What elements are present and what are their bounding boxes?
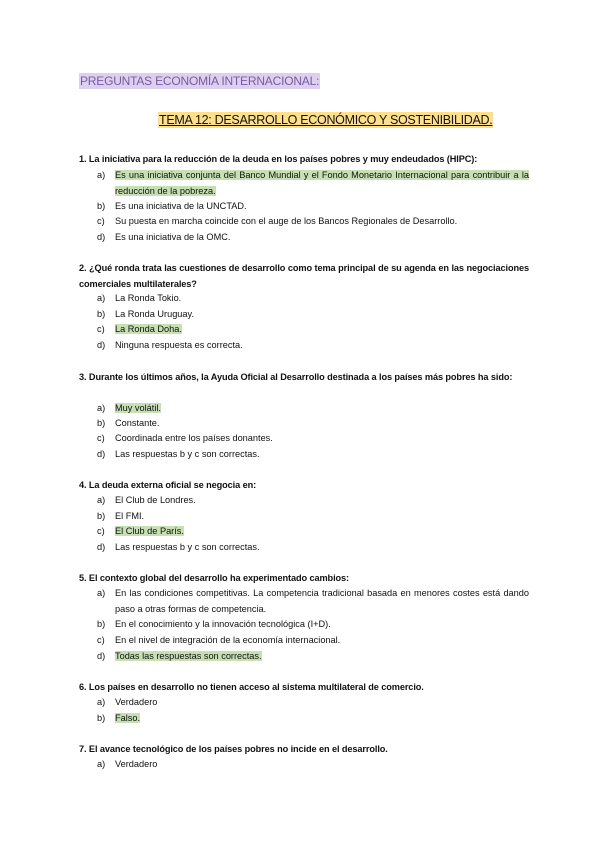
option-letter: d) [97, 232, 106, 242]
question-5: 5. El contexto global del desarrollo ha experimentado cambios: [79, 573, 350, 583]
option-text: Constante. [115, 418, 160, 428]
option-letter: a) [97, 170, 106, 180]
option-text-correct: Todas las respuestas son correctas. [115, 651, 262, 661]
option-text: Verdadero [115, 697, 158, 707]
question-7: 7. El avance tecnológico de los países pobres no incide en el desarrollo. [79, 744, 388, 754]
option-text: El Club de Londres. [115, 495, 196, 505]
option-text-correct: Falso. [115, 713, 141, 723]
question-6: 6. Los países en desarrollo no tienen acceso al sistema multilateral de comercio. [79, 682, 424, 692]
question-4: 4. La deuda externa oficial se negocia en: [79, 480, 257, 490]
option-text: Coordinada entre los países donantes. [115, 433, 273, 443]
option-letter: d) [97, 340, 106, 350]
option-text: Su puesta en marcha coincide con el auge de los Bancos Regionales de Desarrollo. [115, 216, 458, 226]
option-letter: a) [97, 293, 106, 303]
option-text: Verdadero [115, 759, 158, 769]
option-text: En el conocimiento y la innovación tecnológica (I+D). [115, 619, 331, 629]
option-text: El FMI. [115, 511, 145, 521]
option-letter: c) [97, 324, 105, 334]
document-header: PREGUNTAS ECONOMÍA INTERNACIONAL: [80, 74, 320, 88]
option-letter: b) [97, 201, 106, 211]
option-text: En las condiciones competitivas. La competencia tradicional basada en menores costes está dando paso a otras formas de competencia. [115, 588, 529, 614]
option-letter: c) [97, 635, 105, 645]
option-letter: b) [97, 619, 106, 629]
option-text: En el nivel de integración de la economía internacional. [115, 635, 341, 645]
option-text-correct: La Ronda Doha. [115, 324, 182, 334]
option-letter: b) [97, 713, 106, 723]
question-2: 2. ¿Qué ronda trata las cuestiones de desarrollo como tema principal de su agenda en las negociaciones comerciales multilaterales? [79, 263, 529, 289]
option-letter: c) [97, 433, 105, 443]
option-letter: c) [97, 526, 105, 536]
option-letter: b) [97, 418, 106, 428]
option-letter: a) [97, 588, 106, 598]
option-text: Las respuestas b y c son correctas. [115, 449, 260, 459]
option-letter: d) [97, 651, 106, 661]
option-text: Es una iniciativa de la UNCTAD. [115, 201, 247, 211]
option-letter: a) [97, 697, 106, 707]
question-1: 1. La iniciativa para la reducción de la deuda en los países pobres y muy endeudados (HIPC): [79, 154, 478, 164]
option-letter: a) [97, 403, 106, 413]
option-letter: a) [97, 495, 106, 505]
option-text: Ninguna respuesta es correcta. [115, 340, 243, 350]
topic-title: TEMA 12: DESARROLLO ECONÓMICO Y SOSTENIBILIDAD. [159, 113, 493, 127]
question-3: 3. Durante los últimos años, la Ayuda Oficial al Desarrollo destinada a los países más pobres ha sido: [79, 372, 513, 382]
option-letter: d) [97, 449, 106, 459]
option-text-correct: El Club de París. [115, 526, 184, 536]
option-letter: c) [97, 216, 105, 226]
option-text: Las respuestas b y c son correctas. [115, 542, 260, 552]
option-text: La Ronda Tokio. [115, 293, 182, 303]
option-text: La Ronda Uruguay. [115, 309, 194, 319]
option-letter: d) [97, 542, 106, 552]
option-letter: a) [97, 759, 106, 769]
option-letter: b) [97, 511, 106, 521]
option-text-correct: Muy volátil. [115, 403, 161, 413]
option-text-correct: Es una iniciativa conjunta del Banco Mundial y el Fondo Monetario Internacional para contribuir a la reducción de la pobreza. [115, 170, 529, 196]
option-letter: b) [97, 309, 106, 319]
option-text: Es una iniciativa de la OMC. [115, 232, 231, 242]
